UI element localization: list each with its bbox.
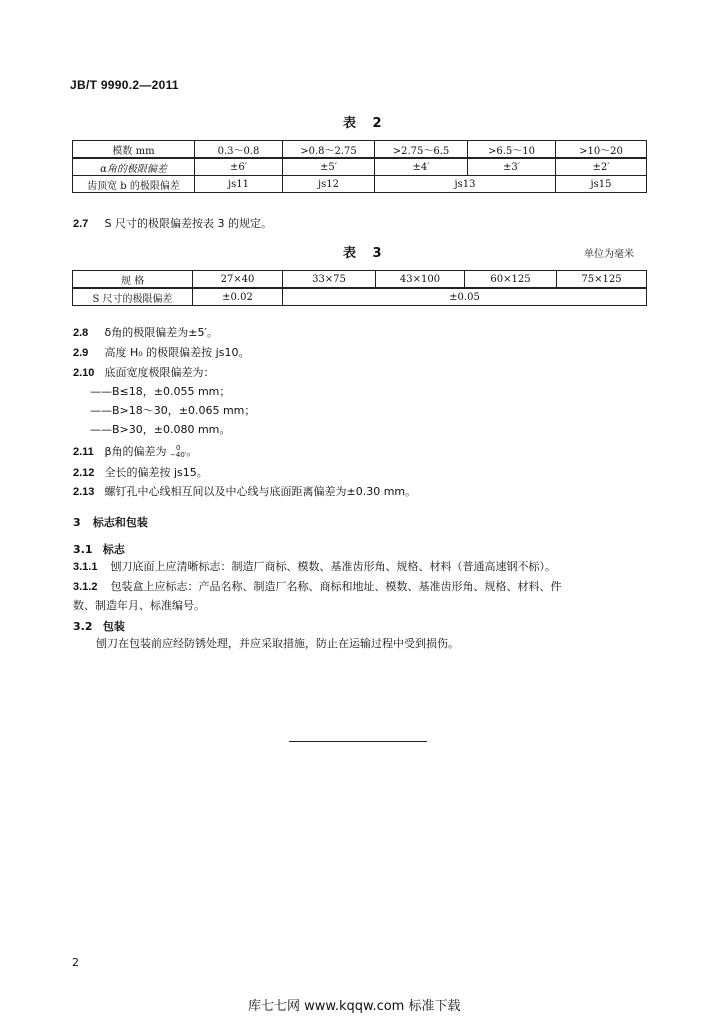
table2-header-cell: 0.3～0.8 — [195, 141, 283, 159]
section-title: 标志和包装 — [92, 516, 148, 529]
table3-cell: ±0.05 — [283, 288, 647, 306]
tolerance-upper: 0 — [175, 444, 181, 452]
table2-row-label: α角的极限偏差 — [73, 158, 195, 176]
end-rule — [289, 741, 427, 742]
clause-number: 3.1.1 — [73, 561, 98, 573]
clause-2-9 — [73, 345, 249, 361]
table3-row-label: S 尺寸的极限偏差 — [73, 288, 193, 306]
table2-header-cell: >10～20 — [556, 141, 647, 159]
table2-header-cell: 模数 mm — [73, 141, 195, 159]
section-number: 3 — [73, 516, 81, 529]
table2-cell: js13 — [375, 176, 556, 193]
table2-header-cell: >0.8～2.75 — [283, 141, 375, 159]
clause-text: 高度 H₀ 的极限偏差按 js10。 — [104, 346, 250, 359]
clause-2-10 — [73, 365, 215, 381]
list-item: ——B>30，±0.080 mm。 — [90, 423, 231, 436]
table3-header-row — [73, 271, 647, 289]
section-title: 标志 — [102, 543, 125, 556]
tolerance-lower: −40′ — [170, 451, 187, 459]
clause-text: 刨刀底面上应清晰标志：制造厂商标、模数、基准齿形角、规格、材料（普通高速钢不标）。 — [110, 560, 556, 573]
page-number: 2 — [72, 956, 79, 969]
clause-number: 2.9 — [73, 347, 89, 359]
clause-text: δ角的极限偏差为±5′。 — [104, 326, 218, 339]
table3-caption: 表 3 — [343, 246, 388, 261]
table2-row-label: 齿顶宽 b 的极限偏差 — [73, 176, 195, 193]
table3-cell: ±0.02 — [193, 288, 283, 306]
section-3-2-heading — [73, 618, 125, 634]
clause-text: 全长的偏差按 js15。 — [104, 466, 208, 479]
clause-2-7 — [73, 216, 272, 232]
table2-caption: 表 2 — [343, 116, 388, 131]
clause-text: 包装盒上应标志：产品名称、制造厂名称、商标和地址、模数、基准齿形角、规格、材料、件 — [110, 580, 562, 593]
table3-header-cell: 43×100 — [376, 271, 465, 289]
section-number: 3.1 — [73, 543, 93, 556]
standard-code: JB/T 9990.2—2011 — [70, 78, 179, 92]
clause-number: 2.13 — [73, 486, 95, 498]
section-number: 3.2 — [73, 620, 93, 633]
clause-2-11 — [73, 444, 197, 460]
clause-2-8 — [73, 325, 218, 341]
clause-number: 2.11 — [73, 446, 94, 458]
section-title: 包装 — [102, 620, 125, 633]
table-3 — [72, 270, 647, 306]
table2-cell: js15 — [556, 176, 647, 193]
clause-tail: 。 — [186, 445, 198, 458]
table2-cell: js11 — [195, 176, 283, 193]
clause-number: 3.1.2 — [73, 581, 98, 593]
clause-3-2-text: 刨刀在包装前应经防锈处理，并应采取措施，防止在运输过程中受到损伤。 — [96, 637, 459, 650]
table3-row-s — [73, 288, 647, 306]
table2-cell: js12 — [283, 176, 375, 193]
clause-2-12 — [73, 465, 208, 481]
clause-text: β角的偏差为 — [104, 445, 167, 458]
table2-header-row — [73, 141, 647, 159]
table2-cell: ±5′ — [283, 158, 375, 176]
table2-cell: ±3′ — [468, 158, 556, 176]
clause-number: 2.7 — [73, 218, 89, 230]
table2-cell: ±4′ — [375, 158, 468, 176]
clause-number: 2.12 — [73, 467, 95, 479]
tolerance-stack — [170, 445, 186, 459]
table3-header-cell: 75×125 — [557, 271, 647, 289]
clause-text: 螺钉孔中心线相互间以及中心线与底面距离偏差为±0.30 mm。 — [104, 485, 417, 498]
table3-header-cell: 27×40 — [193, 271, 283, 289]
table3-header-cell: 规 格 — [73, 271, 193, 289]
clause-3-1-1 — [73, 559, 556, 575]
section-3-heading — [73, 514, 148, 530]
table2-header-cell: >2.75～6.5 — [375, 141, 468, 159]
table3-header-cell: 60×125 — [465, 271, 557, 289]
clause-2-13 — [73, 484, 416, 500]
clause-3-1-2 — [73, 579, 562, 595]
footer-watermark: 库七七网 www.kqqw.com 标准下载 — [248, 999, 461, 1014]
list-item: ——B>18～30，±0.065 mm； — [90, 404, 256, 417]
clause-text: S 尺寸的极限偏差按表 3 的规定。 — [104, 217, 272, 230]
clause-number: 2.10 — [73, 367, 95, 379]
table-2 — [72, 140, 647, 193]
clause-number: 2.8 — [73, 327, 89, 339]
table2-cell: ±2′ — [556, 158, 647, 176]
table2-row-b — [73, 176, 647, 193]
table2-row-alpha — [73, 158, 647, 176]
table2-header-cell: >6.5～10 — [468, 141, 556, 159]
table3-header-cell: 33×75 — [283, 271, 376, 289]
table3-unit: 单位为毫米 — [584, 249, 634, 260]
list-item: ——B≤18，±0.055 mm； — [90, 385, 231, 398]
section-3-1-heading — [73, 541, 125, 557]
table2-cell: ±6′ — [195, 158, 283, 176]
clause-text: 底面宽度极限偏差为： — [104, 366, 215, 379]
clause-3-1-2-continued: 数、制造年月、标准编号。 — [73, 599, 205, 612]
